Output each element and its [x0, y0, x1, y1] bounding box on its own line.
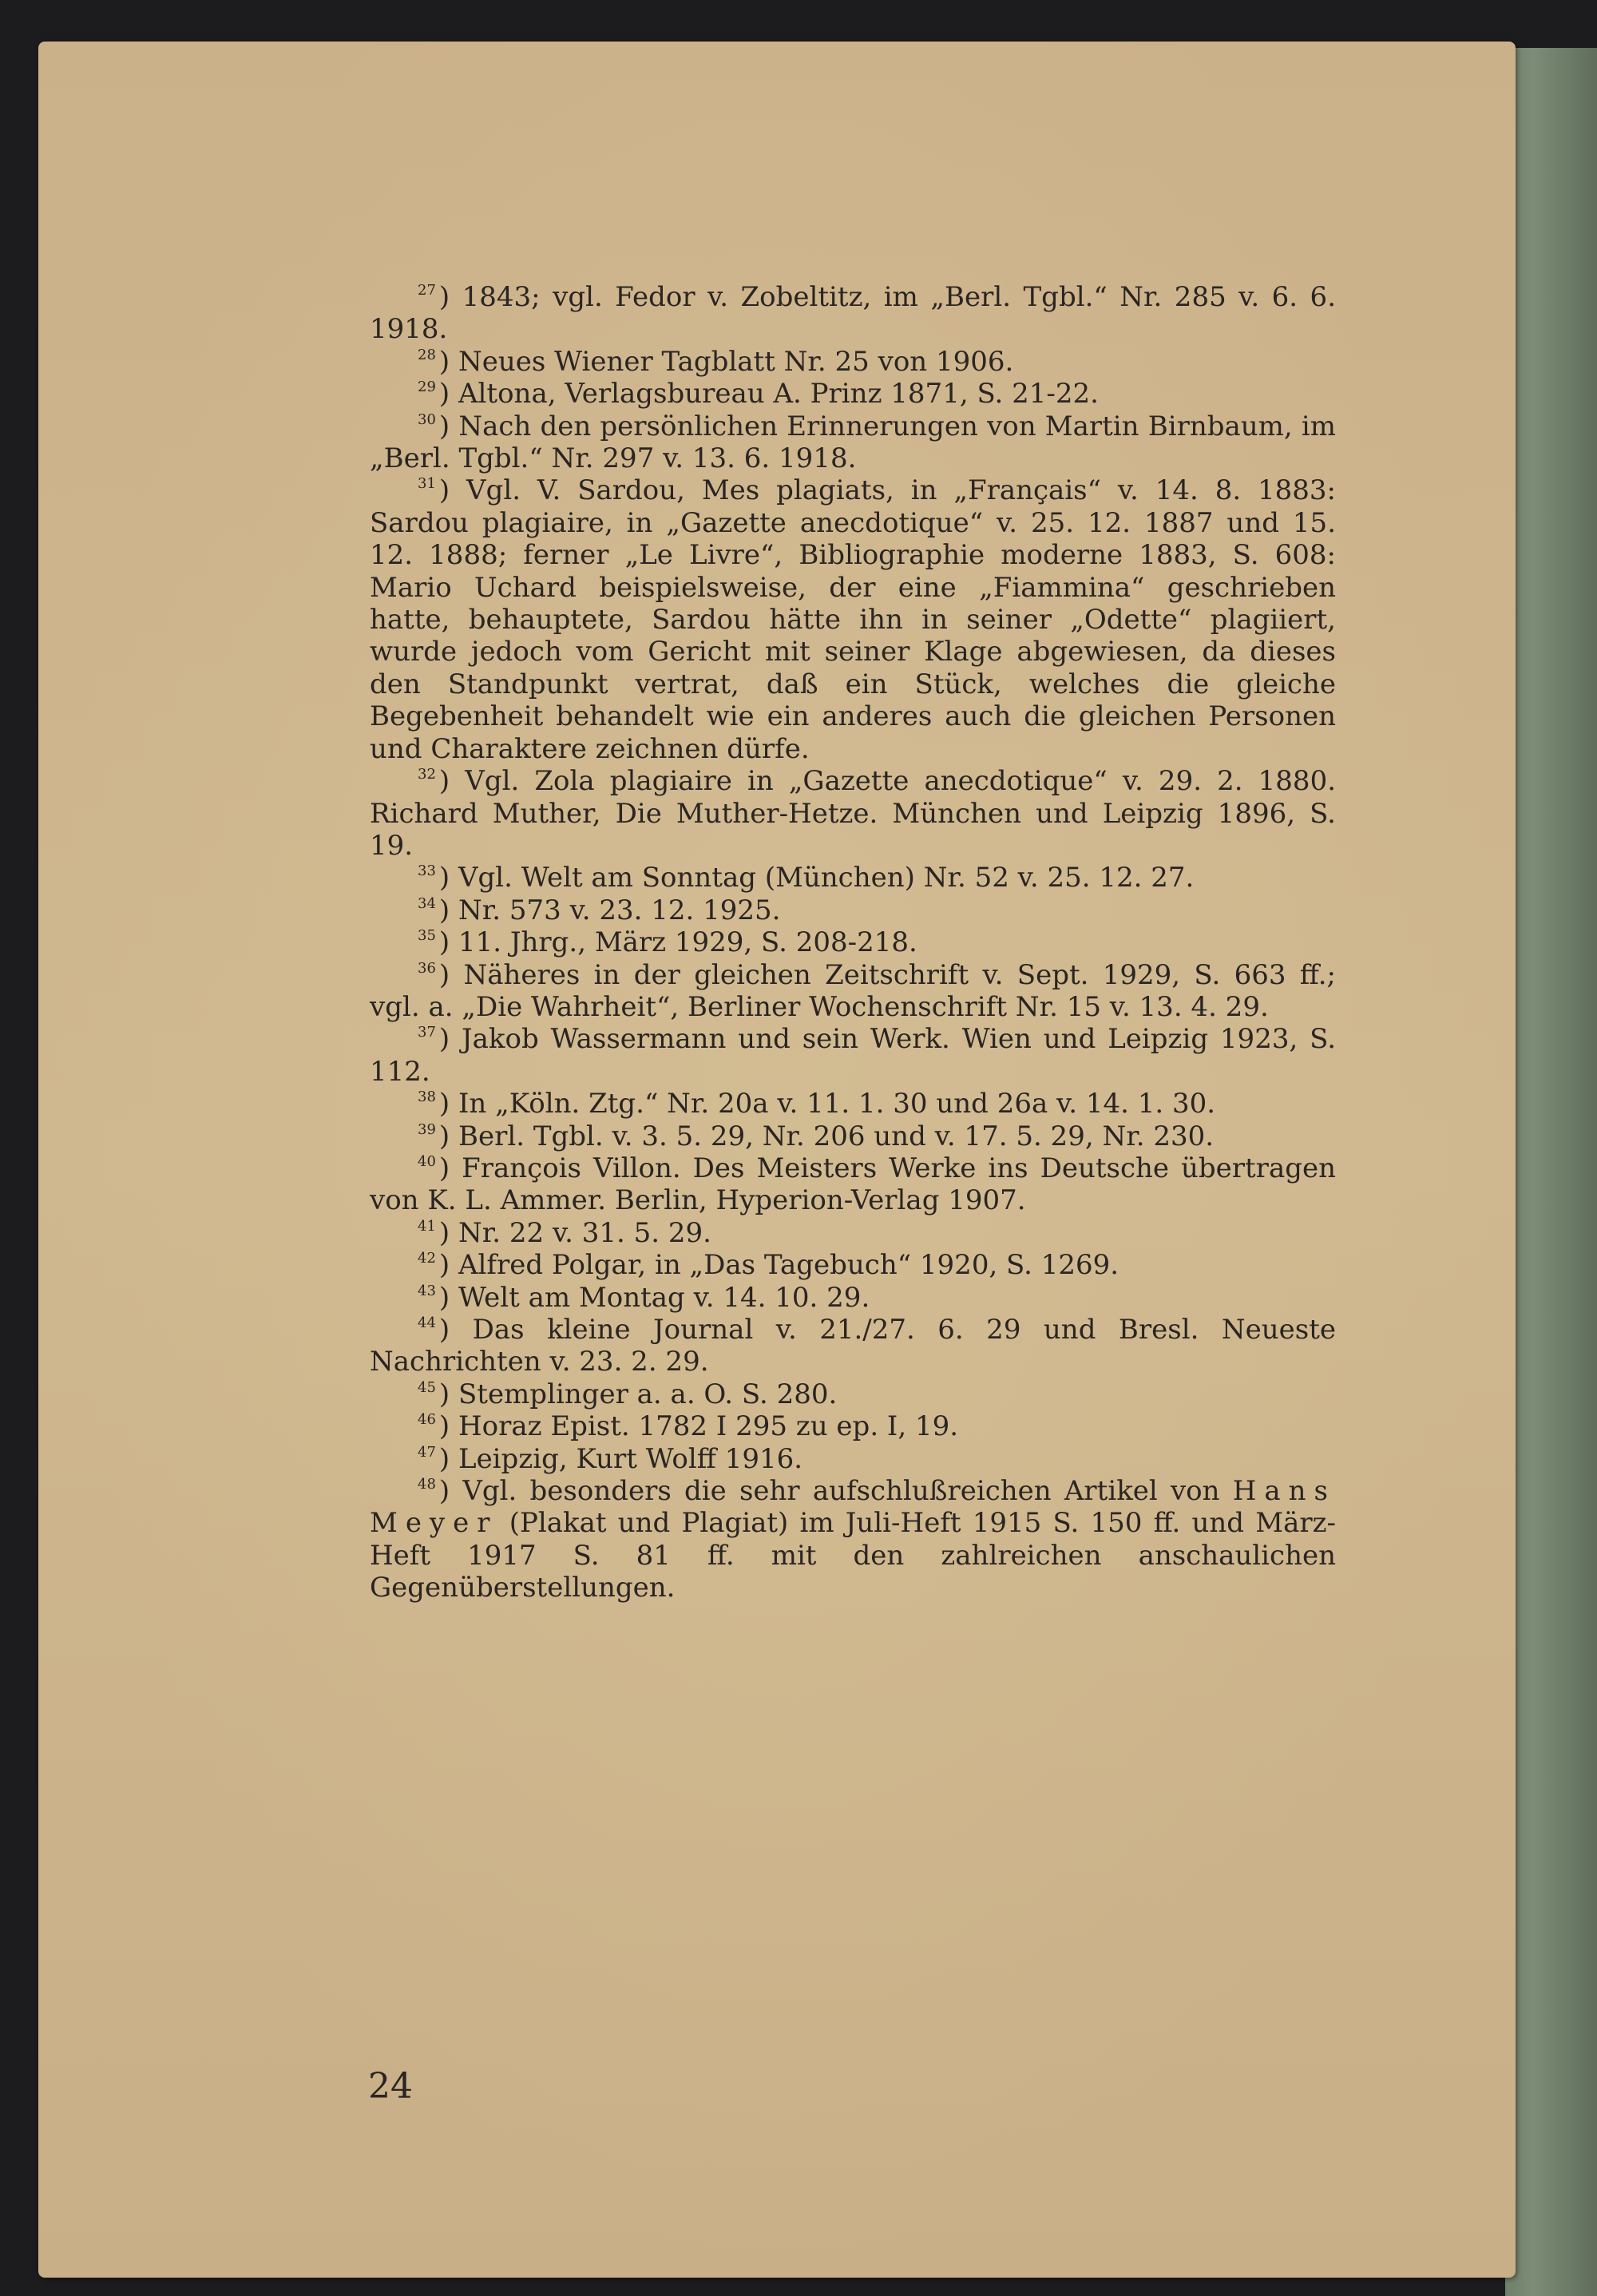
- page-number: 24: [368, 2066, 413, 2107]
- adjacent-page-edge: [1505, 48, 1597, 2296]
- book-page: [38, 42, 1516, 2278]
- author-name-spaced: Hans Meyer: [370, 1475, 1337, 1540]
- footnote-36: $^{36}$ ) Näheres in der gleichen Zeitschrift v. Sept. 1929, S. 663 ff.; vgl. a. „Die Wahrheit“, Berliner Wochenschrift Nr. 15 v. 13. 4. 29.: [370, 958, 1337, 1023]
- footnote-34: $^{34}$ ) Nr. 573 v. 23. 12. 1925.: [418, 894, 781, 926]
- footnote-37: $^{37}$ ) Jakob Wassermann und sein Werk. Wien und Leipzig 1923, S. 112.: [370, 1023, 1336, 1088]
- footnote-44: $^{44}$ ) Das kleine Journal v. 21./27. 6. 29 und Bresl. Neueste Nachrichten v. 23. 2. 29.: [370, 1314, 1337, 1378]
- footnote-28: $^{28}$ ) Neues Wiener Tagblatt Nr. 25 von 1906.: [418, 345, 1014, 378]
- footnote-47: $^{47}$ ) Leipzig, Kurt Wolff 1916.: [418, 1442, 803, 1475]
- footnote-31: $^{31}$ ) Vgl. V. Sardou, Mes plagiats, in „Français“ v. 14. 8. 1883: Sardou plagiaire, in „Gazette anecdotique“ v. 25. 12. 1887 und 15. 12. 1888; ferner „Le Livre“, Bibliographie moderne 1883, S. 608: Mario Uchard beispielsweise, der eine „Fiammina“ geschrieben hatte, behauptete, Sardou hätte ihn in seiner „Odette“ plagiiert, wurde jedoch vom Gericht mit seiner Klage abgewiesen, da dieses den Standpunkt vertrat, daß ein Stück, welches die gleiche Begebenheit behandelt wie ein anderes auch die gleichen Personen und Charaktere zeichnen dürfe.: [370, 474, 1336, 765]
- footnote-27: $^{27}$ ) 1843; vgl. Fedor v. Zobeltitz, im „Berl. Tgbl.“ Nr. 285 v. 6. 6. 1918.: [370, 281, 1336, 346]
- footnote-48: $^{48}$ ) Vgl. besonders die sehr aufschlußreichen Artikel von Hans Meyer (Plakat und Plagiat) im Juli-Heft 1915 S. 150 ff. und März-Heft 1917 S. 81 ff. mit den zahlreichen anschaulichen Gegenüberstellungen.: [370, 1475, 1337, 1604]
- footnote-35: $^{35}$ ) 11. Jhrg., März 1929, S. 208-218.: [418, 926, 917, 959]
- footnote-41: $^{41}$ ) Nr. 22 v. 31. 5. 29.: [418, 1216, 711, 1249]
- footnote-30: $^{30}$ ) Nach den persönlichen Erinnerungen von Martin Birnbaum, im „Berl. Tgbl.“ Nr. 297 v. 13. 6. 1918.: [370, 410, 1337, 475]
- footnote-39: $^{39}$ ) Berl. Tgbl. v. 3. 5. 29, Nr. 206 und v. 17. 5. 29, Nr. 230.: [418, 1120, 1215, 1152]
- footnotes-block: [370, 281, 1336, 1604]
- footnote-46: $^{46}$ ) Horaz Epist. 1782 I 295 zu ep. I, 19.: [418, 1410, 959, 1443]
- footnote-29: $^{29}$ ) Altona, Verlagsbureau A. Prinz 1871, S. 21-22.: [418, 378, 1099, 410]
- footnote-33: $^{33}$ ) Vgl. Welt am Sonntag (München) Nr. 52 v. 25. 12. 27.: [418, 862, 1195, 894]
- footnote-42: $^{42}$ ) Alfred Polgar, in „Das Tagebuch“ 1920, S. 1269.: [418, 1249, 1119, 1282]
- footnote-43: $^{43}$ ) Welt am Montag v. 14. 10. 29.: [418, 1281, 870, 1314]
- footnote-45: $^{45}$ ) Stemplinger a. a. O. S. 280.: [418, 1378, 838, 1410]
- footnote-32: $^{32}$ ) Vgl. Zola plagiaire in „Gazette anecdotique“ v. 29. 2. 1880. Richard Muther, Die Muther-Hetze. München und Leipzig 1896, S. 19.: [370, 765, 1337, 862]
- footnote-38: $^{38}$ ) In „Köln. Ztg.“ Nr. 20a v. 11. 1. 30 und 26a v. 14. 1. 30.: [418, 1088, 1216, 1120]
- footnote-40: $^{40}$ ) François Villon. Des Meisters Werke ins Deutsche übertragen von K. L. Ammer. Berlin, Hyperion-Verlag 1907.: [370, 1152, 1336, 1217]
